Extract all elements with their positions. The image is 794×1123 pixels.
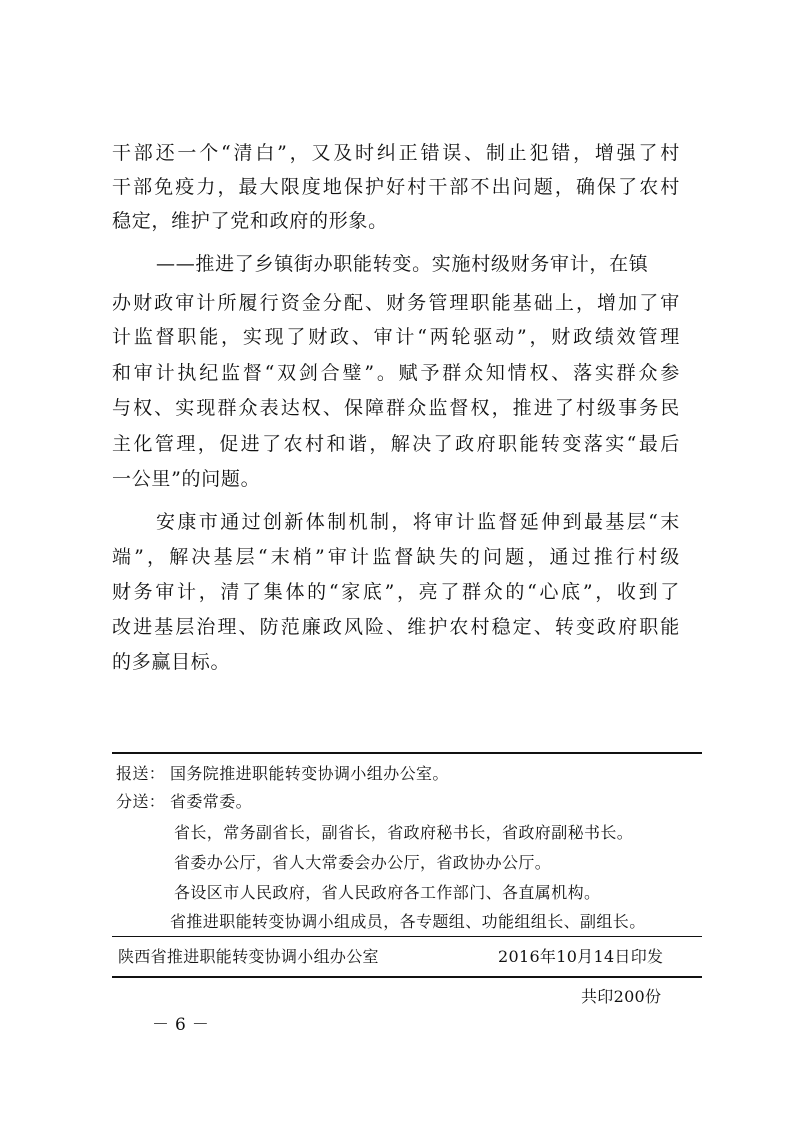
page-number: － 6 －	[152, 1015, 210, 1035]
send-recipient: 省委办公厅，省人大常委会办公厅，省政协办公厅。	[174, 853, 552, 872]
body-line: 端”，解决基层“末梢”审计监督缺失的问题，通过推行村级	[112, 546, 680, 568]
send-recipient: 各设区市人民政府，省人民政府各工作部门、各直属机构。	[174, 883, 601, 902]
issuer-name: 陕西省推进职能转变协调小组办公室	[118, 947, 379, 966]
body-line: 与权、实现群众表达权、保障群众监督权，推进了村级事务民	[112, 397, 680, 419]
body-line: 安康市通过创新体制机制，将审计监督延伸到最基层“末	[156, 511, 680, 533]
copy-count: 共印200份	[581, 987, 662, 1006]
body-line: 的多赢目标。	[112, 651, 231, 673]
report-recipient: 国务院推进职能转变协调小组办公室。	[170, 764, 449, 783]
body-line: 干部免疫力，最大限度地保护好村干部不出问题，确保了农村	[112, 176, 680, 198]
body-line: ——推进了乡镇街办职能转变。实施村级财务审计，在镇	[156, 253, 649, 275]
top-divider	[112, 752, 702, 754]
send-recipient: 省推进职能转变协调小组成员，各专题组、功能组组长、副组长。	[170, 912, 646, 931]
body-line: 稳定，维护了党和政府的形象。	[112, 210, 388, 232]
body-line: 干部还一个“清白”，又及时纠正错误、制止犯错，增强了村	[112, 142, 680, 164]
body-line: 改进基层治理、防范廉政风险、维护农村稳定、转变政府职能	[112, 616, 680, 638]
bottom-divider	[112, 976, 702, 978]
body-line: 主化管理，促进了农村和谐，解决了政府职能转变落实“最后	[112, 433, 680, 455]
send-recipient: 省委常委。	[170, 792, 253, 811]
footer-divider	[112, 936, 702, 937]
body-line: 和审计执纪监督“双剑合璧”。赋予群众知情权、落实群众参	[112, 362, 680, 384]
body-line: 财务审计，清了集体的“家底”，亮了群众的“心底”，收到了	[112, 581, 680, 603]
send-label: 分送：	[116, 792, 166, 811]
body-line: 计监督职能，实现了财政、审计“两轮驱动”，财政绩效管理	[112, 326, 680, 348]
issue-date: 2016年10月14日印发	[498, 947, 664, 966]
body-line: 办财政审计所履行资金分配、财务管理职能基础上，增加了审	[112, 292, 680, 314]
report-label: 报送：	[116, 764, 166, 783]
send-recipient: 省长，常务副省长，副省长，省政府秘书长，省政府副秘书长。	[174, 823, 634, 842]
body-line: 一公里”的问题。	[112, 468, 261, 490]
